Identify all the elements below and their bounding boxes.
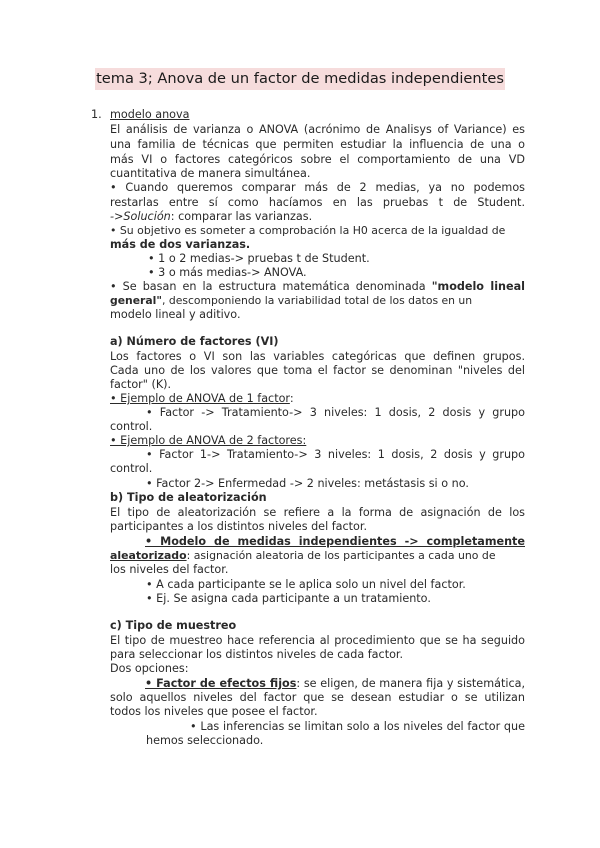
paragraph-line: una familia de técnicas que permiten estudiar la influencia de una o bbox=[110, 138, 525, 151]
paragraph-line: cuantitativa de manera simultánea. bbox=[110, 167, 311, 180]
example-heading bbox=[110, 392, 294, 407]
text-span: , descomponiendo la variabilidad total de los datos en un bbox=[162, 294, 473, 307]
sub-bullet: • 1 o 2 medias-> pruebas t de Student. bbox=[148, 252, 370, 265]
sub-bullet: • Las inferencias se limitan solo a los niveles del factor que bbox=[190, 720, 525, 733]
model-heading: • Modelo de medidas independientes -> completamente bbox=[145, 535, 525, 548]
sub-bullet: • A cada participante se le aplica solo un nivel del factor. bbox=[146, 578, 466, 591]
paragraph-line: participantes a los distintos niveles del factor. bbox=[110, 520, 368, 533]
example-item: control. bbox=[110, 420, 153, 433]
paragraph-line: para seleccionar los distintos niveles de cada factor. bbox=[110, 648, 404, 661]
paragraph-line: todos los niveles que posee el factor. bbox=[110, 705, 318, 718]
paragraph-line: Los factores o VI son las variables categóricas que definen grupos. bbox=[110, 350, 525, 363]
subsection-heading: c) Tipo de muestreo bbox=[110, 619, 237, 632]
text-span: : se eligen, de manera fija y sistemática, bbox=[296, 677, 526, 690]
paragraph-line: modelo lineal y aditivo. bbox=[110, 308, 241, 321]
bold-term: general" bbox=[110, 294, 162, 307]
example-label: • Ejemplo de ANOVA de 1 factor bbox=[110, 392, 290, 405]
solution-line bbox=[110, 210, 312, 225]
bullet-line: restarlas entre sí como hacíamos en las pruebas t de Student. bbox=[110, 196, 525, 209]
sub-bullet: hemos seleccionado. bbox=[146, 734, 264, 747]
model-line bbox=[110, 549, 496, 564]
paragraph-line: El tipo de muestreo hace referencia al procedimiento que se ha seguido bbox=[110, 634, 525, 647]
subsection-heading: a) Número de factores (VI) bbox=[110, 335, 279, 348]
solution-label: ->Solución bbox=[110, 210, 171, 223]
text-span: : asignación aleatoria de los participantes a cada uno de bbox=[186, 549, 496, 562]
example-item: • Factor 1-> Tratamiento-> 3 niveles: 1 dosis, 2 dosis y grupo bbox=[146, 448, 525, 461]
example-item: • Factor 2-> Enfermedad -> 2 niveles: metástasis si o no. bbox=[146, 477, 469, 490]
bold-term: • Factor de efectos fijos bbox=[145, 677, 297, 690]
page-title: tema 3; Anova de un factor de medidas independientes bbox=[95, 68, 505, 90]
bold-term: aleatorizado bbox=[110, 549, 187, 562]
fixed-effects-line bbox=[145, 677, 525, 692]
example-heading: • Ejemplo de ANOVA de 2 factores: bbox=[110, 434, 307, 447]
paragraph-line: factor" (K). bbox=[110, 378, 172, 391]
paragraph-line: Dos opciones: bbox=[110, 662, 189, 675]
paragraph-line: Cada uno de los valores que toma el factor se denominan "niveles del bbox=[110, 364, 525, 377]
text-span: : bbox=[289, 392, 294, 405]
example-item: • Factor -> Tratamiento-> 3 niveles: 1 dosis, 2 dosis y grupo bbox=[146, 406, 525, 419]
bullet-line bbox=[110, 280, 525, 295]
text-span: • Se basan en la estructura matemática denominada bbox=[110, 280, 432, 293]
paragraph-line: los niveles del factor. bbox=[110, 563, 229, 576]
bold-line: más de dos varianzas. bbox=[110, 238, 251, 251]
bullet-line: • Cuando queremos comparar más de 2 medias, ya no podemos bbox=[110, 181, 525, 194]
solution-text: : comparar las varianzas. bbox=[170, 210, 313, 223]
sub-bullet: • 3 o más medias-> ANOVA. bbox=[148, 266, 307, 279]
paragraph-line: El análisis de varianza o ANOVA (acrónimo de Analisys of Variance) es bbox=[110, 123, 525, 136]
example-item: control. bbox=[110, 462, 153, 475]
paragraph-line: más VI o factores categóricos sobre el comportamiento de una VD bbox=[110, 153, 525, 166]
bullet-line bbox=[110, 294, 472, 309]
paragraph-line: El tipo de aleatorización se refiere a la forma de asignación de los bbox=[110, 506, 525, 519]
sub-bullet: • Ej. Se asigna cada participante a un tratamiento. bbox=[146, 592, 431, 605]
section-heading: modelo anova bbox=[110, 108, 190, 121]
section-number: 1. bbox=[91, 108, 102, 121]
subsection-heading: b) Tipo de aleatorización bbox=[110, 491, 267, 504]
paragraph-line: solo aquellos niveles del factor que se desean estudiar o se utilizan bbox=[110, 691, 525, 704]
bold-term: "modelo lineal bbox=[431, 280, 525, 293]
bullet-line: • Su objetivo es someter a comprobación la H0 acerca de la igualdad de bbox=[110, 224, 506, 237]
